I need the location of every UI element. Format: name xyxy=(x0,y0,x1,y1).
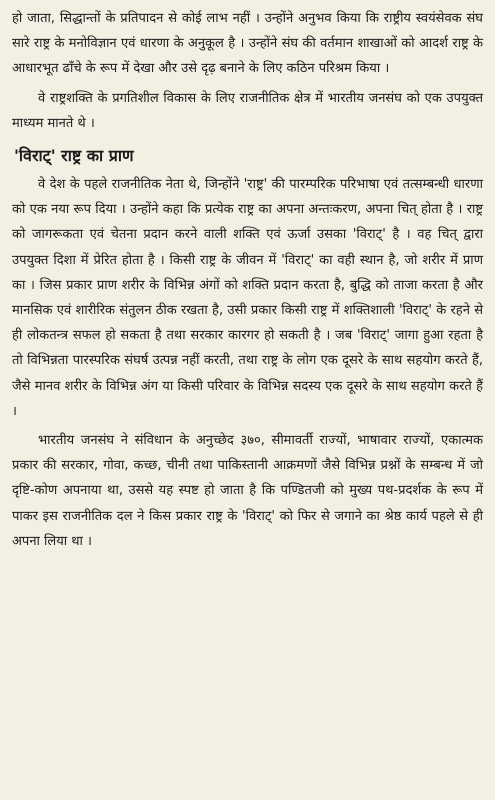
section-heading: 'विराट्' राष्ट्र का प्राण xyxy=(14,146,134,166)
paragraph-1: हो जाता, सिद्धान्तों के प्रतिपादन से कोई लाभ नहीं । उन्होंने अनुभव किया कि राष्ट्रीय स्वयंसेवक संघ सारे राष्ट्र के मनोविज्ञान एवं धारणा के अनुकूल है । उन्होंने संघ की वर्तमान शाखाओं को आदर्श राष्ट्र के आधारभूत ढाँचे के रूप में देखा और उसे दृढ़ बनाने के लिए कठिन परिश्रम किया । xyxy=(12,11,483,77)
paragraph-3: वे देश के पहले राजनीतिक नेता थे, जिन्होंने 'राष्ट्र' की पारम्परिक परिभाषा एवं तत्सम्बन्धी धारणा को एक नया रूप दिया । उन्होंने कहा कि प्रत्येक राष्ट्र का अपना अन्तःकरण, अपना चित् होता है । राष्ट्र को जागरूकता एवं चेतना प्रदान करने वाली शक्ति एवं ऊर्जा उसका 'विराट्' है । वह चित् द्वारा उपयुक्त दिशा में प्रेरित होता है । किसी राष्ट्र के जीवन में 'विराट्' का वही स्थान है, जो शरीर में प्राण का । जिस प्रकार प्राण शरीर के विभिन्न अंगों को शक्ति प्रदान करता है, बुद्धि को ताजा करता है और मानसिक एवं शारीरिक संतुलन ठीक रखता है, उसी प्रकार किसी राष्ट्र में शक्तिशाली 'विराट्' के रहने से ही लोकतन्त्र सफल हो सकता है तथा सरकार कारगर हो सकती है । जब 'विराट्' जागा हुआ रहता है तो विभिन्नता पारस्परिक संघर्ष उत्पन्न नहीं करती, तथा राष्ट्र के लोग एक दूसरे के साथ सहयोग करते हैं, जैसे मानव शरीर के विभिन्न अंग या किसी परिवार के विभिन्न सदस्य एक दूसरे के साथ सहयोग करते हैं । xyxy=(12,177,483,419)
paragraph-2: वे राष्ट्रशक्ति के प्रगतिशील विकास के लिए राजनीतिक क्षेत्र में भारतीय जनसंघ को एक उपयुक्त माध्यम मानते थे । xyxy=(12,90,483,131)
paragraph-4: भारतीय जनसंघ ने संविधान के अनुच्छेद ३७०, सीमावर्ती राज्यों, भाषावार राज्यों, एकात्मक प्रकार की सरकार, गोवा, कच्छ, चीनी तथा पाकिस्तानी आक्रमणों जैसे विभिन्न प्रश्नों के सम्बन्ध में जो दृष्टि-कोण अपनाया था, उससे यह स्पष्ट हो जाता है कि पण्डितजी को मुख्य पथ-प्रदर्शक के रूप में पाकर इस राजनीतिक दल ने किस प्रकार राष्ट्र के 'विराट्' को फिर से जगाने का श्रेष्ठ कार्य पहले से ही अपना लिया था । xyxy=(12,433,483,549)
spacer xyxy=(12,136,483,144)
